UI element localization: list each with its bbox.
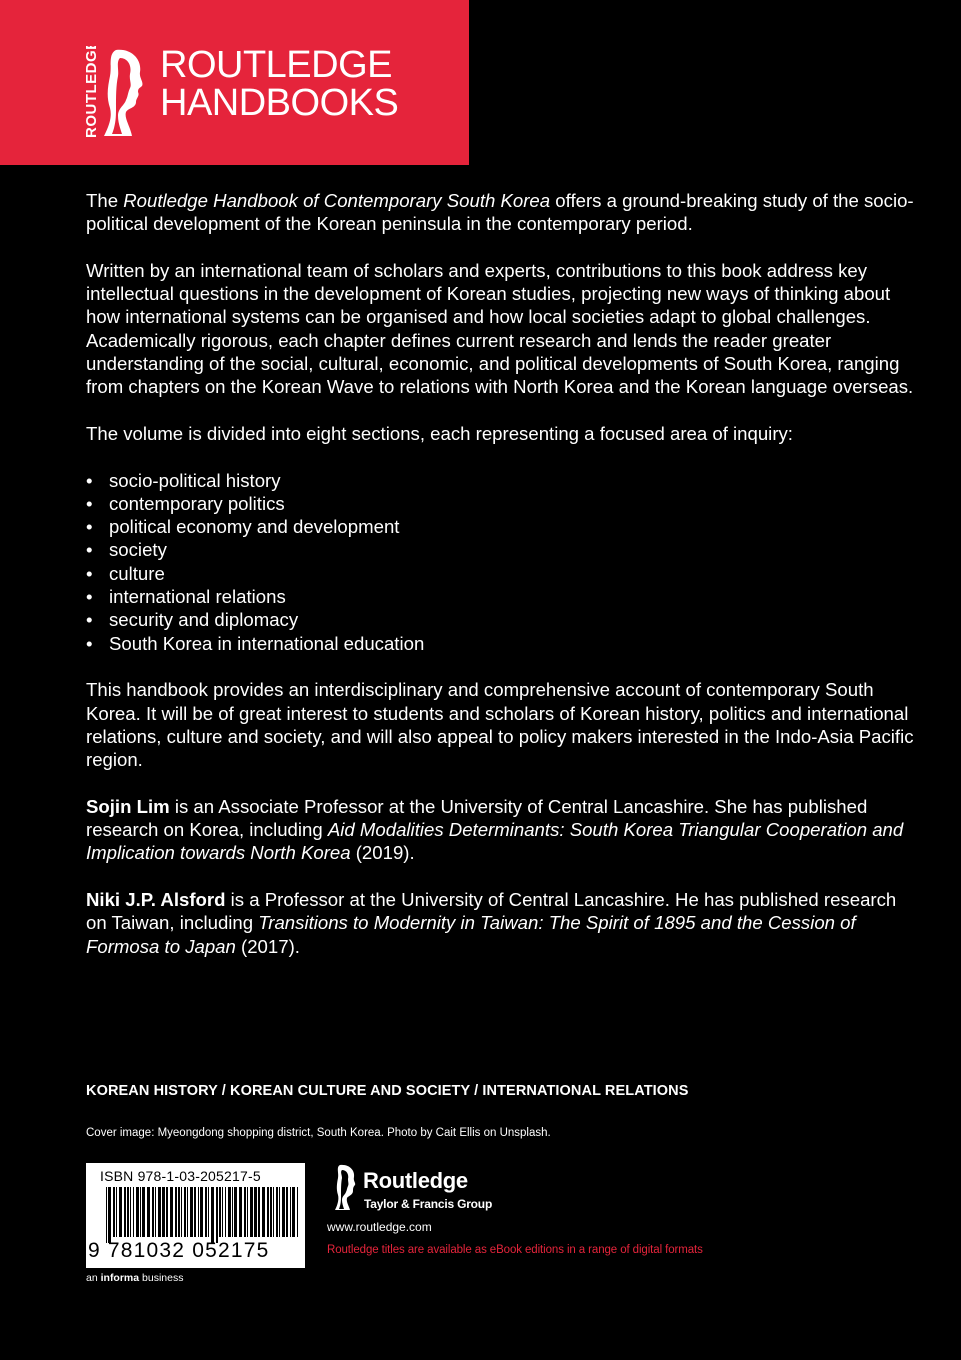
routledge-logo: [82, 46, 154, 142]
intro-suffix: offers a ground-breaking study of the socio-political development of the Korean peninsula in the contemporary period.: [86, 190, 914, 235]
barcode-bar: [113, 1187, 115, 1237]
barcode-bar: [158, 1187, 161, 1237]
list-item: • international relations: [86, 585, 916, 608]
publisher-name: Routledge: [363, 1168, 468, 1193]
author-book-title: Aid Modalities Determinants: South Korea Triangular Cooperation and Implication towards North Korea: [86, 819, 904, 864]
author-name: Sojin Lim: [86, 795, 170, 817]
series-title-line-1: ROUTLEDGE: [160, 44, 392, 86]
list-item: • security and diplomacy: [86, 608, 916, 631]
book-title-italic: Routledge Handbook of Contemporary South Korea: [123, 190, 551, 211]
author-bio-1: [86, 795, 916, 865]
barcode-bar: [276, 1187, 278, 1237]
barcode-bar: [205, 1187, 207, 1237]
barcode-bar: [258, 1187, 260, 1237]
barcode-bar: [190, 1187, 193, 1237]
author-book-year: (2019).: [350, 842, 415, 864]
barcode-bar: [152, 1187, 154, 1237]
barcode-bar: [219, 1187, 221, 1237]
barcode-bar: [290, 1187, 291, 1237]
barcode-bar: [216, 1187, 218, 1243]
author-book-title: Transitions to Modernity in Taiwan: The Spirit of 1895 and the Cession of Formosa to Japan: [86, 912, 856, 957]
barcode-bar: [142, 1187, 145, 1237]
barcode-bar: [136, 1187, 139, 1237]
barcode-bar: [178, 1187, 180, 1237]
barcode-bar: [198, 1187, 199, 1237]
publisher-url: www.routledge.com: [327, 1220, 432, 1234]
barcode-bar: [292, 1187, 295, 1237]
barcode-bar: [273, 1187, 274, 1237]
barcode-digits: 9 781032 052175: [88, 1239, 270, 1262]
barcode-bar: [225, 1187, 226, 1237]
barcode-bar: [232, 1187, 233, 1237]
informa-business-tag: [86, 1272, 183, 1284]
list-item: • political economy and development: [86, 515, 916, 538]
barcode-bar: [270, 1187, 272, 1237]
series-title: [160, 46, 398, 122]
author-bio-2: [86, 888, 916, 958]
isbn-number: ISBN 978-1-03-205217-5: [100, 1168, 261, 1184]
barcode-bar: [140, 1187, 141, 1237]
barcode-bar: [127, 1187, 129, 1237]
barcode-bars: [106, 1187, 298, 1243]
series-banner: [0, 0, 469, 165]
author-name: Niki J.P. Alsford: [86, 888, 226, 910]
barcode-bar: [222, 1187, 223, 1237]
author-bio-text: is an Associate Professor at the University of Central Lancashire. She has published research on Korea, including: [86, 795, 868, 841]
barcode-bar: [119, 1187, 122, 1237]
barcode-bar: [239, 1187, 242, 1237]
sections-list: [86, 469, 916, 655]
barcode-bar: [162, 1187, 165, 1237]
barcode-bar: [282, 1187, 285, 1237]
list-item: • society: [86, 538, 916, 561]
list-item: • culture: [86, 562, 916, 585]
series-title-line-2: HANDBOOKS: [160, 82, 399, 124]
informa-prefix: an: [86, 1272, 101, 1284]
list-item: • contemporary politics: [86, 492, 916, 515]
ebook-availability-note: Routledge titles are available as eBook editions in a range of digital formats: [327, 1244, 703, 1256]
barcode-bar: [211, 1187, 214, 1243]
barcode-bar: [170, 1187, 173, 1237]
barcode-bar: [244, 1187, 246, 1237]
publisher-group: Taylor & Francis Group: [364, 1197, 493, 1211]
barcode-bar: [133, 1187, 134, 1237]
barcode-bar: [262, 1187, 265, 1237]
cover-image-credit: Cover image: Myeongdong shopping district, South Korea. Photo by Cait Ellis on Unsplash.: [86, 1127, 551, 1139]
intro-paragraph: [86, 189, 916, 236]
overview-paragraph: Written by an international team of scholars and experts, contributions to this book address key intellectual questions in the development of Korean studies, projecting new ways of thinking about how international systems can be organised and how local societies adapt to global challenges. Academically rigorous, each chapter defines current research and lends the reader greater understanding of the social, cultural, economic, and political developments of South Korea, ranging from chapters on the Korean Wave to relations with North Korea and the Korean language overseas.: [86, 259, 914, 398]
back-cover-description: [86, 189, 916, 981]
list-item: • socio-political history: [86, 469, 916, 492]
isbn-barcode: [86, 1163, 305, 1268]
barcode-bar: [181, 1187, 182, 1237]
barcode-bar: [108, 1187, 111, 1243]
barcode-bar: [267, 1187, 269, 1237]
barcode-bar: [147, 1187, 150, 1237]
barcode-bar: [124, 1187, 126, 1237]
barcode-bar: [250, 1187, 253, 1237]
sections-intro: The volume is divided into eight sections, each representing a focused area of inquiry:: [86, 422, 793, 444]
barcode-bar: [247, 1187, 248, 1237]
barcode-bar: [187, 1187, 188, 1237]
logo-vertical-text: ROUTLEDGE: [83, 46, 100, 138]
informa-brand: informa: [100, 1272, 140, 1284]
barcode-bar: [279, 1187, 280, 1237]
list-item: • South Korea in international education: [86, 632, 916, 655]
author-book-year: (2017).: [235, 935, 300, 957]
intro-prefix: The: [86, 190, 124, 211]
barcode-bar: [166, 1187, 168, 1237]
subject-categories: KOREAN HISTORY / KOREAN CULTURE AND SOCIETY / INTERNATIONAL RELATIONS: [86, 1083, 689, 1099]
barcode-bar: [184, 1187, 186, 1237]
barcode-bar: [208, 1187, 209, 1237]
author-bio-text: is a Professor at the University of Central Lancashire. He has published research on Taiwan, including: [86, 888, 897, 934]
barcode-bar: [106, 1187, 107, 1243]
audience-paragraph: This handbook provides an interdisciplinary and comprehensive account of contemporary South Korea. It will be of great interest to students and scholars of Korean history, politics and international relations, culture and society, and will also appeal to policy makers interested in the Indo-Asia Pacific region.: [86, 679, 914, 771]
barcode-bar: [155, 1187, 156, 1237]
barcode-bar: [254, 1187, 257, 1237]
barcode-bar: [228, 1187, 231, 1237]
barcode-bar: [175, 1187, 177, 1237]
barcode-bar: [286, 1187, 288, 1237]
barcode-bar: [194, 1187, 196, 1237]
barcode-bar: [130, 1187, 131, 1237]
routledge-publisher-logo: [324, 1163, 358, 1211]
barcode-bar: [200, 1187, 203, 1237]
informa-suffix: business: [139, 1272, 184, 1284]
barcode-bar: [116, 1187, 117, 1237]
barcode-bar: [234, 1187, 237, 1237]
barcode-bar: [297, 1187, 298, 1237]
